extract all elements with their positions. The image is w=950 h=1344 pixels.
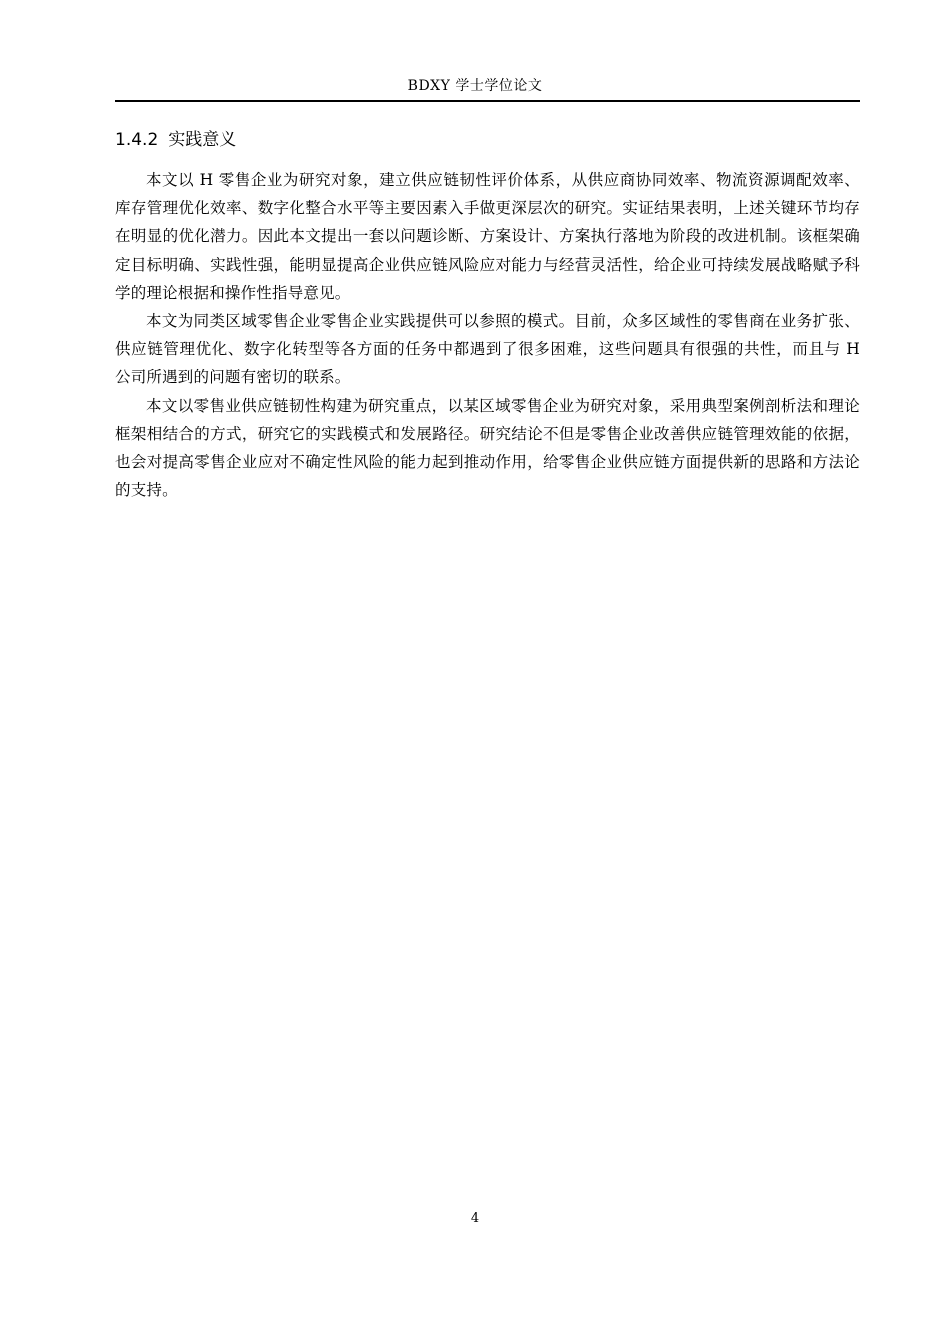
page-number: 4 [470, 1211, 480, 1226]
header-divider [115, 100, 860, 102]
body-text [115, 166, 860, 504]
paragraph: 本文以 H 零售企业为研究对象，建立供应链韧性评价体系，从供应商协同效率、物流资源调配效率、库存管理优化效率、数字化整合水平等主要因素入手做更深层次的研究。实证结果表明，上述关键环节均存在明显的优化潜力。因此本文提出一套以问题诊断、方案设计、方案执行落地为阶段的改进机制。该框架确定目标明确、实践性强，能明显提高企业供应链风险应对能力与经营灵活性，给企业可持续发展战略赋予科学的理论根据和操作性指导意见。 [115, 171, 860, 302]
section-number: 1.4.2 [115, 130, 159, 150]
running-header: BDXY 学士学位论文 [407, 78, 543, 94]
paragraph: 本文为同类区域零售企业零售企业实践提供可以参照的模式。目前，众多区域性的零售商在业务扩张、供应链管理优化、数字化转型等各方面的任务中都遇到了很多困难，这些问题具有很强的共性，而且与 H 公司所遇到的问题有密切的联系。 [115, 312, 860, 387]
section-title: 实践意义 [168, 130, 237, 150]
paragraph: 本文以零售业供应链韧性构建为研究重点，以某区域零售企业为研究对象，采用典型案例剖析法和理论框架相结合的方式，研究它的实践模式和发展路径。研究结论不但是零售企业改善供应链管理效能的依据，也会对提高零售企业应对不确定性风险的能力起到推动作用，给零售企业供应链方面提供新的思路和方法论的支持。 [115, 396, 860, 500]
section-heading [115, 128, 236, 152]
